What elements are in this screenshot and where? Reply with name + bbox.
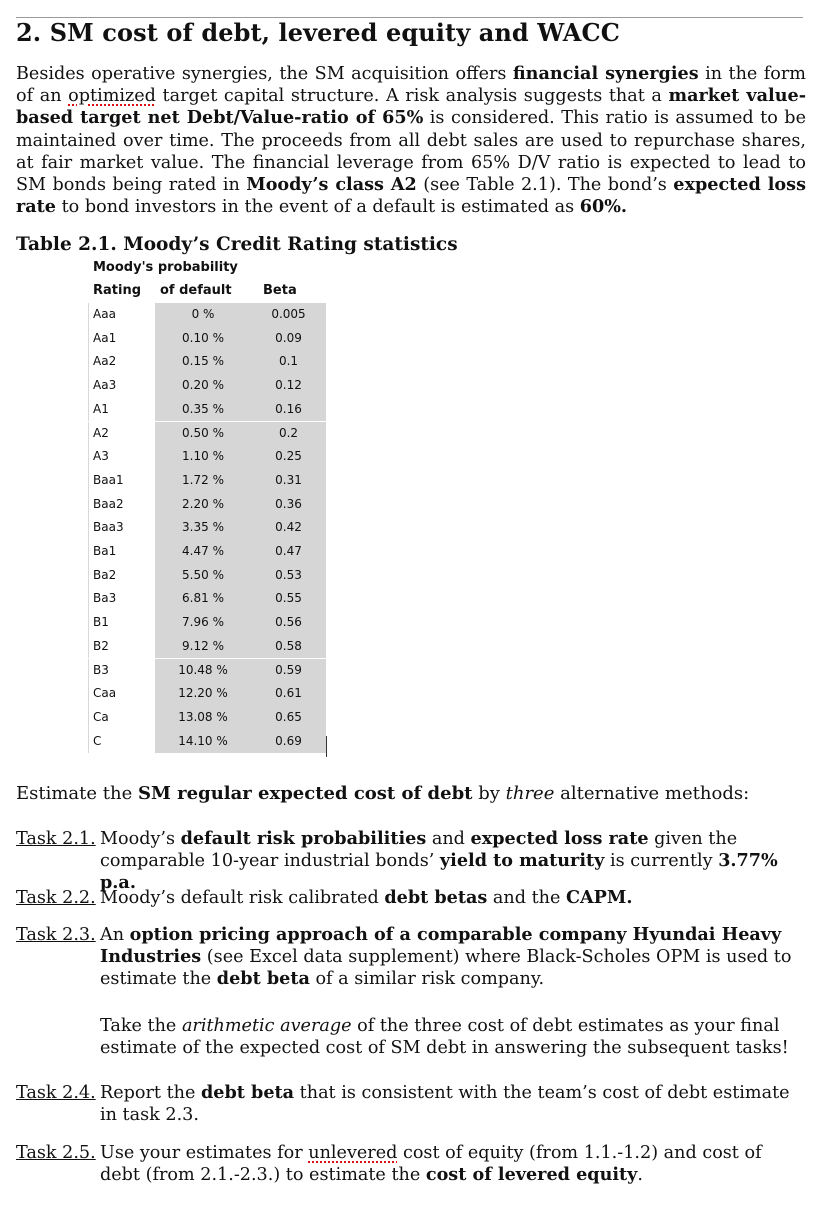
intro-text: (see Table 2.1). The bond’s — [416, 175, 674, 196]
task-text — [100, 924, 800, 990]
rating-cell: Ca — [88, 706, 155, 730]
probability-cell: 6.81 % — [155, 587, 251, 611]
task-bold: 3.77% p.a. — [100, 850, 778, 893]
task-plain: given the comparable 10-year industrial bonds’ — [100, 829, 738, 871]
table-row — [88, 635, 326, 659]
intro-bold: expected loss rate — [16, 174, 806, 218]
rating-cell: Caa — [88, 682, 155, 706]
table-row — [88, 303, 326, 327]
task-bold: default risk probabilities — [180, 828, 427, 849]
beta-cell: 0.2 — [251, 422, 326, 446]
beta-cell: 0.58 — [251, 635, 326, 659]
beta-cell: 0.1 — [251, 350, 326, 374]
beta-cell: 0.09 — [251, 327, 326, 351]
table-header-top: Moody's probability — [93, 260, 238, 275]
task-text — [100, 1082, 800, 1126]
rating-cell: Ba2 — [88, 564, 155, 588]
probability-cell: 5.50 % — [155, 564, 251, 588]
task-plain: . — [637, 1165, 643, 1185]
rating-cell: B3 — [88, 659, 155, 683]
rating-cell: A2 — [88, 422, 155, 446]
rating-cell: Ba1 — [88, 540, 155, 564]
task-bold: cost of levered equity — [425, 1164, 638, 1185]
beta-cell: 0.55 — [251, 587, 326, 611]
beta-cell: 0.25 — [251, 445, 326, 469]
table-row — [88, 374, 326, 398]
task-bold: debt beta — [216, 968, 310, 989]
intro-paragraph — [16, 63, 806, 218]
table-row — [88, 587, 326, 611]
table-row — [88, 516, 326, 540]
task-text — [100, 1142, 800, 1186]
beta-cell: 0.69 — [251, 730, 326, 754]
beta-cell: 0.56 — [251, 611, 326, 635]
probability-cell: 13.08 % — [155, 706, 251, 730]
task-plain: (see Excel data supplement) where Black-Scholes OPM is used to estimate the — [100, 947, 792, 989]
intro-text: is considered. This ratio is assumed to be maintained over time. The proceeds from all debt sales are used to repurchase shares, at fair market value. The financial leverage from 65% D/V ratio is expected to lead to SM bonds being rated in — [16, 108, 806, 196]
intro-text: to bond investors in the event of a default is estimated as — [56, 197, 580, 218]
beta-cell: 0.005 — [251, 303, 326, 327]
beta-cell: 0.47 — [251, 540, 326, 564]
task-plain: Moody’s — [100, 829, 181, 849]
header-probability: of default — [160, 283, 232, 298]
task-label: Task 2.5. — [16, 1143, 96, 1163]
header-beta: Beta — [263, 283, 297, 298]
probability-cell: 0.35 % — [155, 398, 251, 422]
rating-cell: Aa3 — [88, 374, 155, 398]
task-bold: expected loss rate — [470, 828, 649, 849]
task-bold: yield to maturity — [439, 850, 605, 871]
average-note — [100, 1015, 790, 1059]
task-bold: debt betas — [384, 887, 488, 908]
beta-cell: 0.36 — [251, 493, 326, 517]
task-label: Task 2.4. — [16, 1083, 96, 1103]
estimate-italic: three — [505, 783, 555, 804]
table-row — [88, 398, 326, 422]
table-row — [88, 493, 326, 517]
table-row — [88, 540, 326, 564]
estimate-text: Estimate the — [16, 783, 138, 804]
probability-cell: 9.12 % — [155, 635, 251, 659]
rating-cell: Aa1 — [88, 327, 155, 351]
probability-cell: 4.47 % — [155, 540, 251, 564]
table-row — [88, 350, 326, 374]
rating-cell: Baa3 — [88, 516, 155, 540]
rating-cell: Aa2 — [88, 350, 155, 374]
spellcheck-word: unlevered — [308, 1143, 398, 1163]
rating-cell: B2 — [88, 635, 155, 659]
intro-text: Besides operative synergies, the SM acquisition offers — [16, 64, 513, 84]
task-text — [100, 887, 800, 909]
beta-cell: 0.59 — [251, 659, 326, 683]
header-rating: Rating — [93, 283, 142, 298]
intro-text: in the form of an — [16, 64, 806, 107]
probability-cell: 1.72 % — [155, 469, 251, 493]
rating-cell: Aaa — [88, 303, 155, 327]
task-plain: of a similar risk company. — [309, 969, 545, 989]
rating-cell: Ba3 — [88, 587, 155, 611]
task-bold: option pricing approach of a comparable company Hyundai Heavy Industries — [100, 924, 782, 967]
intro-text: target capital structure. A risk analysis suggests that a — [155, 86, 669, 107]
task-plain: is currently — [604, 851, 719, 871]
task-plain: and the — [487, 888, 566, 908]
task-plain: Use your estimates for — [100, 1143, 309, 1163]
table-row — [88, 327, 326, 351]
task-plain: cost of equity (from 1.1.-1.2) and cost of debt (from 2.1.-2.3.) to estimate the — [100, 1143, 762, 1185]
section-title: 2. SM cost of debt, levered equity and WACC — [16, 18, 620, 47]
table-row — [88, 659, 326, 683]
table-row — [88, 730, 326, 754]
probability-cell: 0.50 % — [155, 422, 251, 446]
probability-cell: 12.20 % — [155, 682, 251, 706]
note-italic: arithmetic average — [181, 1016, 352, 1036]
rating-cell: C — [88, 730, 155, 754]
beta-cell: 0.31 — [251, 469, 326, 493]
rating-cell: Baa2 — [88, 493, 155, 517]
beta-cell: 0.42 — [251, 516, 326, 540]
spellcheck-word: optimized — [68, 86, 156, 107]
task-label: Task 2.2. — [16, 888, 96, 908]
rating-cell: Baa1 — [88, 469, 155, 493]
probability-cell: 0.10 % — [155, 327, 251, 351]
task-plain: and — [426, 829, 471, 849]
estimate-instruction — [16, 783, 749, 804]
rating-cell: B1 — [88, 611, 155, 635]
table-row — [88, 445, 326, 469]
probability-cell: 2.20 % — [155, 493, 251, 517]
table-row — [88, 564, 326, 588]
task-label: Task 2.3. — [16, 925, 96, 945]
table-row — [88, 469, 326, 493]
probability-cell: 3.35 % — [155, 516, 251, 540]
probability-cell: 0.20 % — [155, 374, 251, 398]
task-label: Task 2.1. — [16, 829, 96, 849]
task-plain: that is consistent with the team’s cost of debt estimate in task 2.3. — [100, 1083, 790, 1125]
intro-bold: Moody’s class A2 — [246, 174, 417, 196]
table-row — [88, 422, 326, 446]
task-bold: CAPM. — [566, 887, 633, 908]
table-row — [88, 611, 326, 635]
task-plain: An — [100, 925, 130, 945]
probability-cell: 10.48 % — [155, 659, 251, 683]
task-text — [100, 828, 800, 894]
beta-cell: 0.12 — [251, 374, 326, 398]
table-row — [88, 706, 326, 730]
probability-cell: 7.96 % — [155, 611, 251, 635]
text-cursor — [326, 736, 327, 757]
probability-cell: 0 % — [155, 303, 251, 327]
task-bold: debt beta — [201, 1082, 295, 1103]
beta-cell: 0.16 — [251, 398, 326, 422]
estimate-bold: SM regular expected cost of debt — [137, 783, 473, 804]
probability-cell: 14.10 % — [155, 730, 251, 754]
beta-cell: 0.53 — [251, 564, 326, 588]
probability-cell: 1.10 % — [155, 445, 251, 469]
intro-bold: 60%. — [579, 196, 628, 218]
intro-bold: financial synergies — [512, 63, 699, 84]
estimate-text: by — [472, 783, 506, 804]
intro-bold: market value-based target net Debt/Value-ratio of 65% — [16, 85, 807, 129]
table-row — [88, 682, 326, 706]
beta-cell: 0.65 — [251, 706, 326, 730]
rating-cell: A1 — [88, 398, 155, 422]
table-caption: Table 2.1. Moody’s Credit Rating statistics — [16, 234, 458, 255]
rating-cell: A3 — [88, 445, 155, 469]
task-plain: Report the — [100, 1083, 201, 1103]
estimate-text: alternative methods: — [554, 783, 750, 804]
note-text: Take the — [100, 1016, 182, 1036]
probability-cell: 0.15 % — [155, 350, 251, 374]
beta-cell: 0.61 — [251, 682, 326, 706]
task-plain: Moody’s default risk calibrated — [100, 888, 385, 908]
note-text: of the three cost of debt estimates as your final estimate of the expected cost of SM debt in answering the subsequent tasks! — [100, 1016, 789, 1058]
